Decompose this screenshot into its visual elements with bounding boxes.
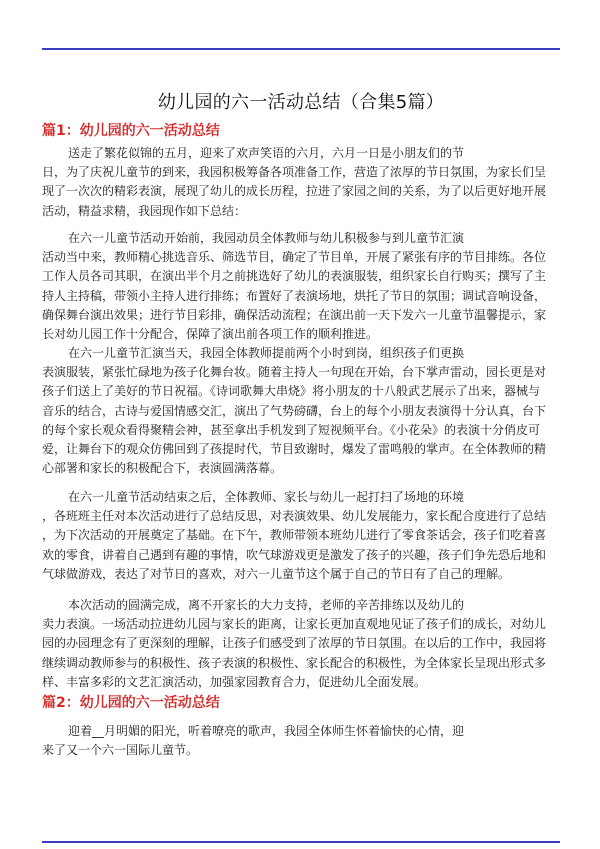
header-rule: [42, 48, 560, 50]
text-line: 的每个家长观众看得聚精会神，甚至拿出手机发到了短视频平台。《小花朵》的表演十分俏皮可: [42, 422, 541, 437]
text-line: 确保舞台演出效果；进行节目彩排，确保活动流程；在演出前一天下发六一儿童节温馨提示，家: [42, 307, 547, 322]
text-line: 爱，让舞台下的观众仿佛回到了孩提时代，节目致谢时，爆发了雷鸣般的掌声。在全体教师的精: [42, 442, 547, 457]
text-line: 在六一儿童节汇演当天，我园全体教师提前两个小时到岗，组织孩子们更换: [68, 346, 465, 360]
text-line: 本次活动的圆满完成，离不开家长的大力支持，老师的辛苦排练以及幼儿的: [68, 598, 465, 612]
text-line: 继续调动教师参与的积极性、孩子表演的积极性、家长配合的积极性，为全体家长呈现出形式多: [42, 655, 547, 670]
section-1-paragraph-2: [42, 229, 560, 344]
section-1-paragraph-1: [42, 144, 560, 221]
section-1-paragraph-4: [42, 488, 560, 584]
text-line: 活动当中来，教师精心挑选音乐、筛选节目，确定了节目单，开展了紧张有序的节目排练。各位: [42, 250, 547, 265]
text-line: 表演服装，紧张忙碌地为孩子化舞台妆。随着主持人一句现在开始，台下掌声雷动，园长更是对: [42, 365, 547, 380]
text-line: 活动，精益求精，我园现作如下总结：: [42, 203, 247, 218]
text-line: 在六一儿童节活动开始前，我园动员全体教师与幼儿积极参与到儿童节汇演: [68, 231, 465, 245]
text-line: 欢的零食，讲着自己遇到有趣的事情，吹气球游戏更是激发了孩子的兴趣，孩子们争先恐后地和: [42, 547, 547, 562]
text-line: 工作人员各司其职，在演出半个月之前挑选好了幼儿的表演服装，组织家长自行购买；撰写了主: [42, 269, 547, 284]
text-line: 迎着__月明媚的阳光，听着嘹亮的歌声，我园全体师生怀着愉快的心情，迎: [68, 724, 465, 738]
text-line: ，各班班主任对本次活动进行了总结反思，对表演效果、幼儿发展能力，家长配合度进行了总结: [42, 509, 547, 524]
text-line: 日，为了庆祝儿童节的到来，我园积极筹备各项准备工作，营造了浓厚的节日氛围，为家长们呈: [42, 165, 547, 180]
text-line: 在六一儿童节活动结束之后，全体教师、家长与幼儿一起打扫了场地的环境: [68, 490, 465, 504]
footer-rule: [42, 841, 560, 843]
text-line: 卖力表演。一场活动拉进幼儿园与家长的距离，让家长更加直观地见证了孩子们的成长，对幼儿: [42, 617, 547, 632]
section-2-paragraph-1: [42, 722, 560, 760]
section-2-heading: 篇2：幼儿园的六一活动总结: [42, 695, 220, 711]
text-line: 样、丰富多彩的文艺汇演活动，加强家园教育合力，促进幼儿全面发展。: [42, 674, 427, 689]
text-line: 孩子们送上了美好的节日祝福。《诗词歌舞大串烧》将小朋友的十八般武艺展示了出来，器械与: [42, 384, 541, 399]
text-line: 气球做游戏，表达了对节日的喜欢，对六一儿童节这个属于自己的节日有了自己的理解。: [42, 566, 511, 581]
text-line: 长对幼儿园工作十分配合，保障了演出前各项工作的顺利推进。: [42, 327, 379, 342]
text-line: ，为下次活动的开展奠定了基础。在下午，教师带领本班幼儿进行了零食茶话会，孩子们吃着喜: [42, 528, 547, 543]
document-title: 幼儿园的六一活动总结（合集5篇）: [157, 92, 445, 113]
section-1-paragraph-3: [42, 344, 560, 478]
text-line: 来了又一个六一国际儿童节。: [42, 743, 199, 758]
text-line: 送走了繁花似锦的五月，迎来了欢声笑语的六月，六月一日是小朋友们的节: [68, 146, 465, 160]
text-line: 现了一次次的精彩表演，展现了幼儿的成长历程，拉进了家园之间的关系，为了以后更好地开展: [42, 184, 547, 199]
text-line: 音乐的结合，古诗与爱国情感交汇，演出了气势磅礴，台上的每个小朋友表演得十分认真，台下: [42, 403, 547, 418]
text-line: 园的办园理念有了更深刻的理解，让孩子们感受到了浓厚的节日氛围。在以后的工作中，我园将: [42, 636, 547, 651]
text-line: 持人主持稿，带领小主持人进行排练；布置好了表演场地，烘托了节日的氛围；调试音响设备，: [42, 288, 547, 303]
text-line: 心部署和家长的积极配合下，表演圆满落幕。: [42, 461, 283, 476]
section-1-paragraph-5: [42, 596, 560, 692]
section-1-heading: 篇1：幼儿园的六一活动总结: [42, 123, 220, 139]
